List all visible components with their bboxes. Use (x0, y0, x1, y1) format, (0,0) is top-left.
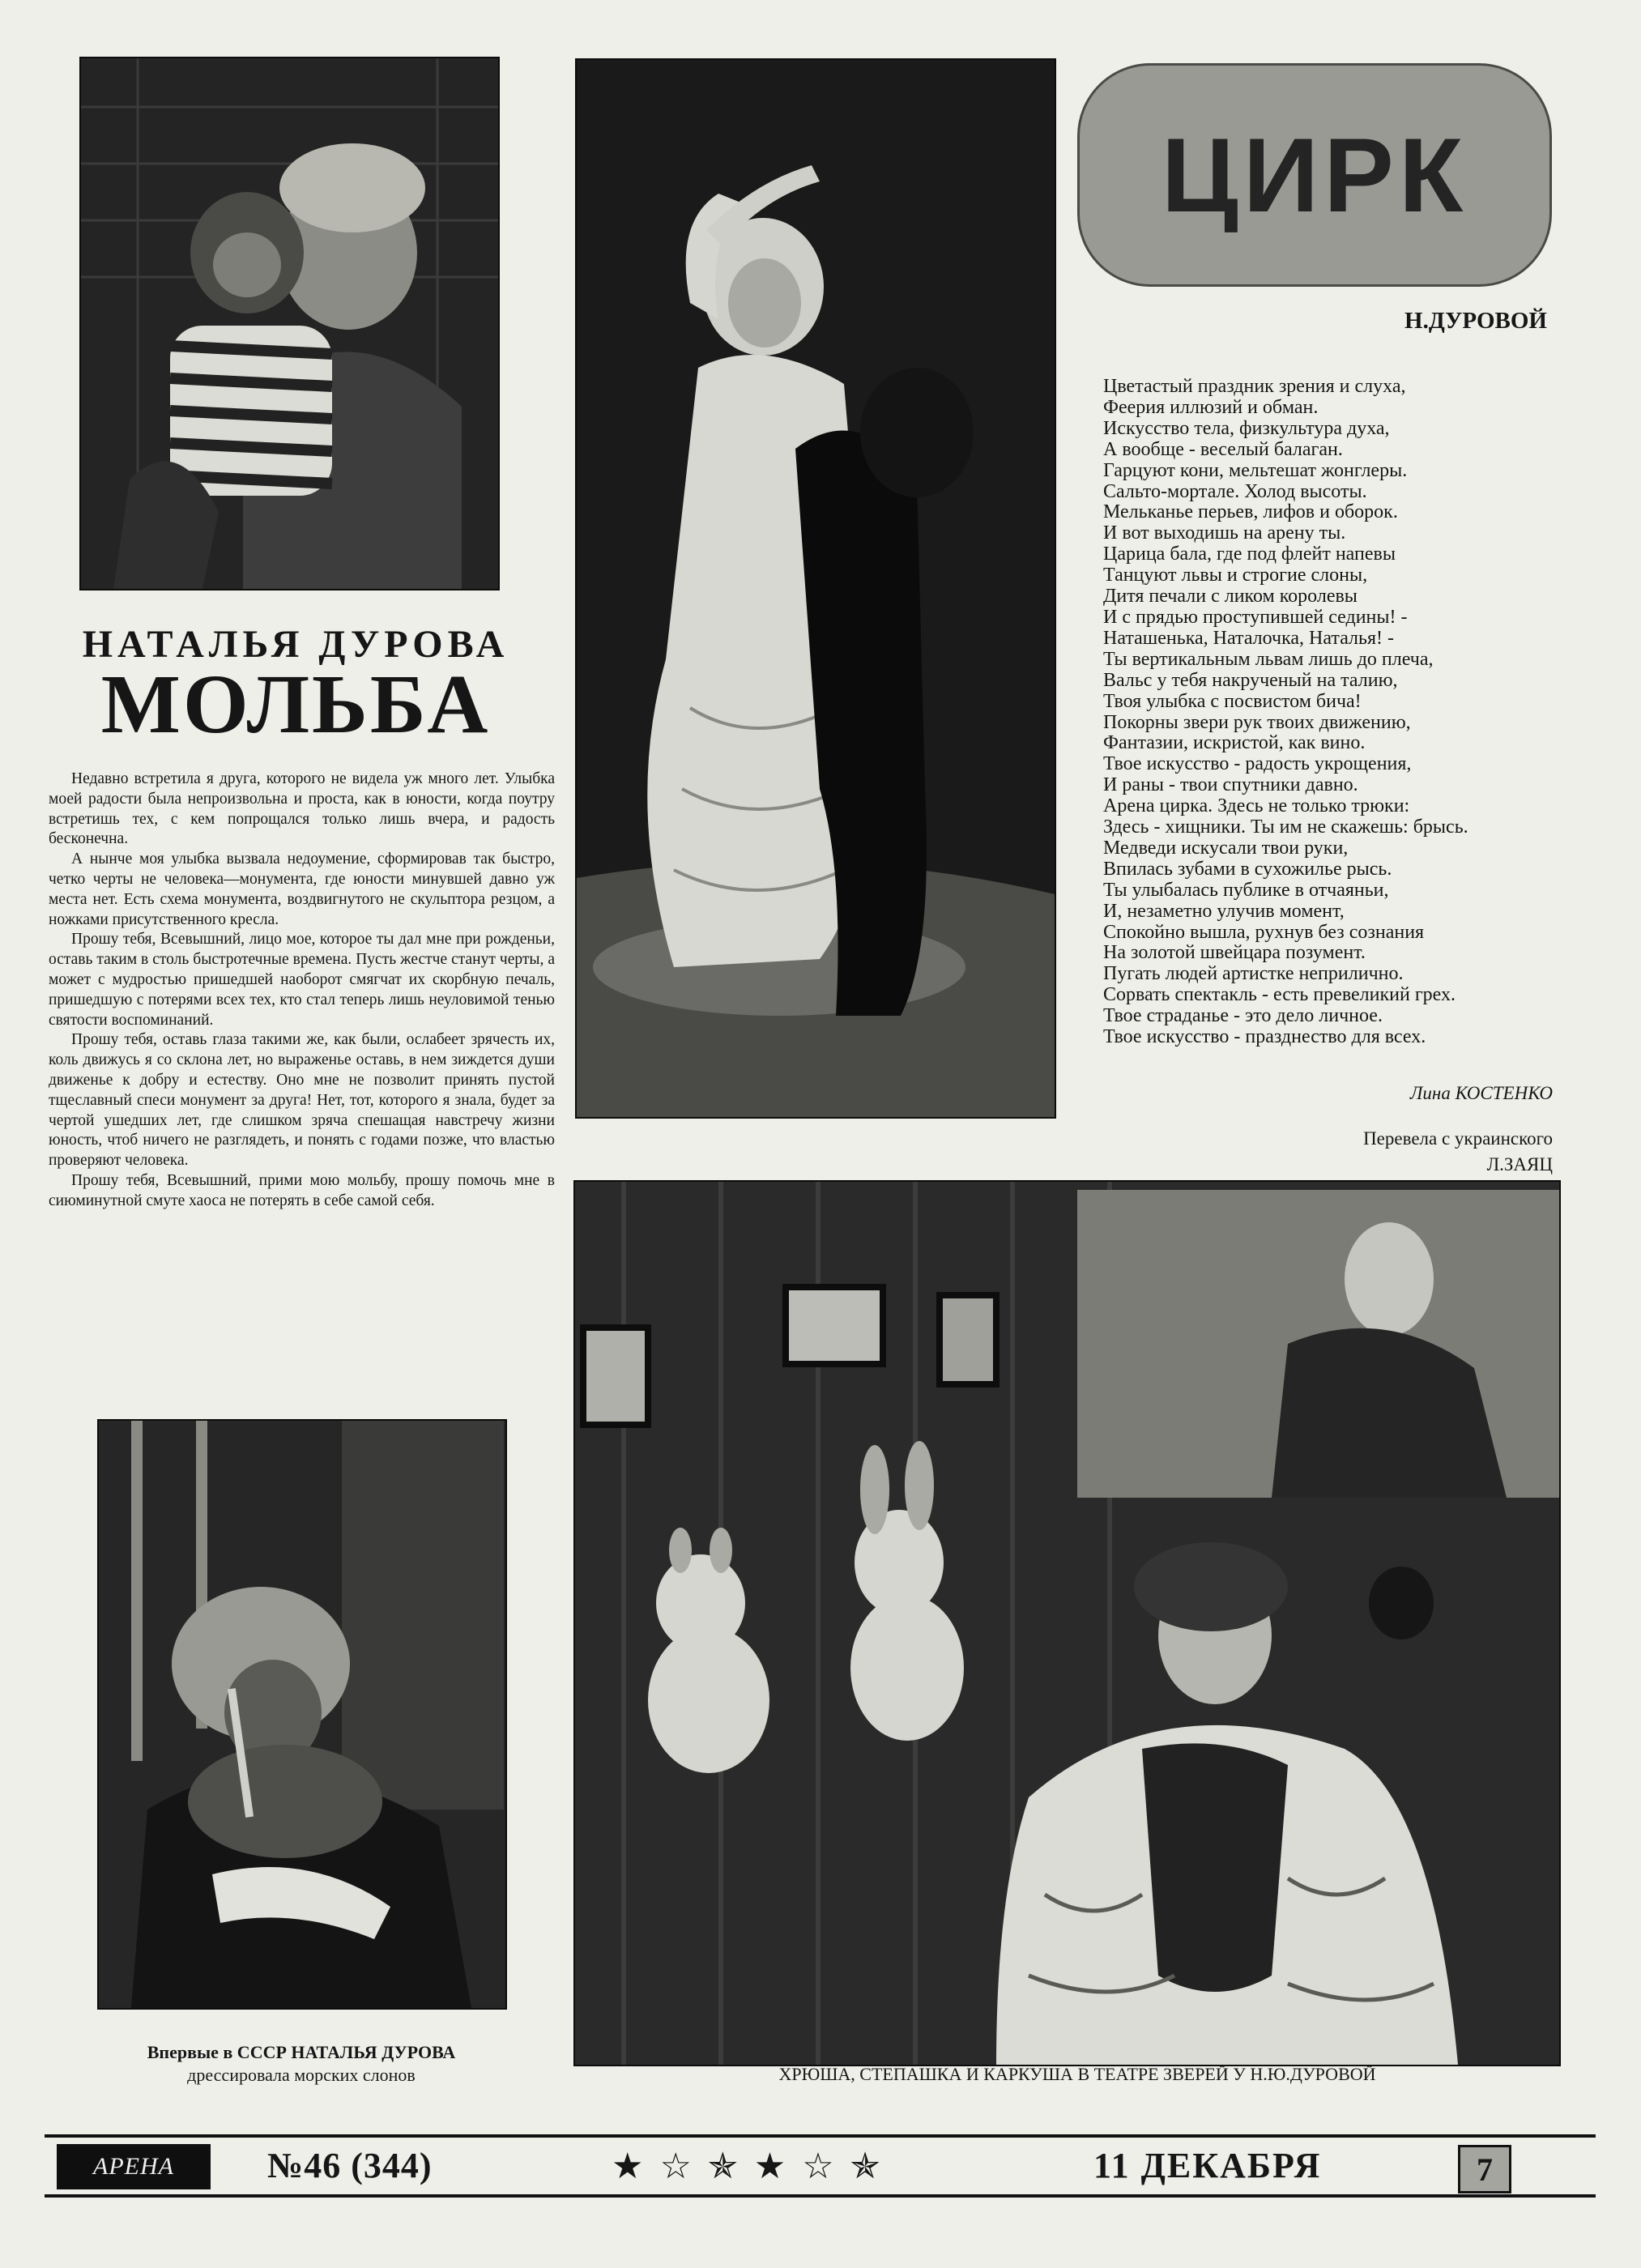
issue-number: №46 (344) (267, 2146, 433, 2185)
issue-date: 11 ДЕКАБРЯ (1093, 2146, 1322, 2185)
poem-translator (1264, 1126, 1553, 1178)
poem-line: Медведи искусали твои руки, (1103, 837, 1349, 859)
poem-dedication: Н.ДУРОВОЙ (1404, 308, 1547, 334)
poem-line: Здесь - хищники. Ты им не скажешь: брысь. (1103, 816, 1468, 838)
caption-puppet-theater-photo: ХРЮША, СТЕПАШКА И КАРКУША В ТЕАТРЕ ЗВЕРЕЙ У Н.Ю.ДУРОВОЙ (778, 2064, 1376, 2084)
translator-note: Перевела с украинского (1363, 1128, 1553, 1149)
poem-line: Гарцуют кони, мельтешат жонглеры. (1103, 459, 1408, 481)
poem-line: Ты улыбалась публике в отчаяньи, (1103, 879, 1389, 901)
poem-line: Мельканье перьев, лифов и оборок. (1103, 501, 1398, 523)
poem-line: И раны - твои спутники давно. (1103, 774, 1358, 796)
poem-line: Наташенька, Наталочка, Наталья! - (1103, 627, 1395, 649)
poem-line: Арена цирка. Здесь не только трюки: (1103, 795, 1410, 817)
poem-line: Царица бала, где под флейт напевы (1103, 544, 1396, 565)
poem-line: Спокойно вышла, рухнув без сознания (1103, 921, 1425, 943)
poem-line: Сорвать спектакль - есть превеликий грех. (1103, 984, 1456, 1006)
poem-line: Ты вертикальным львам лишь до плеча, (1103, 648, 1434, 670)
photo-dance-in-ring (575, 58, 1056, 1119)
decorative-stars: ★☆✯★☆✯ (612, 2146, 897, 2186)
poem-line: Феерия иллюзий и обман. (1103, 396, 1319, 418)
poem-author: Лина КОСТЕНКО (1409, 1083, 1553, 1103)
poem-line: Твое искусство - радость укрощения, (1103, 753, 1412, 775)
poem-line: И, незаметно улучив момент, (1103, 900, 1345, 922)
poem-line: Фантазии, искристой, как вино. (1103, 732, 1366, 754)
poem-line: Твоя улыбка с посвистом бича! (1103, 690, 1362, 712)
poem-line: И с прядью проступившей седины! - (1103, 606, 1408, 628)
photo-with-sea-lion (97, 1419, 507, 2010)
article-body (49, 770, 555, 1212)
poem-line: А вообще - веселый балаган. (1103, 438, 1343, 460)
poem-line: Вальс у тебя накрученый на талию, (1103, 669, 1398, 691)
poem-line: И вот выходишь на арену ты. (1103, 522, 1346, 544)
caption-line: дрессировала морских слонов (187, 2065, 416, 2085)
poem-line: Твое искусство - празднество для всех. (1103, 1026, 1426, 1048)
newspaper-logo: АРЕНА (57, 2144, 211, 2189)
caption-line: Впервые в СССР НАТАЛЬЯ ДУРОВА (147, 2042, 456, 2062)
article-paragraph: А нынче моя улыбка вызвала недоумение, сформировав так быстро, четко черты не человека—монумента, где юности минувшей давно уж места нет. Есть схема монумента, воздвигнутого не скульптора резцом, а ножками присутственного кресла. (49, 850, 555, 928)
article-paragraph: Недавно встретила я друга, которого не видела уж много лет. Улыбка моей радости была непроизвольна и проста, как в юности, когда поутру встретишь тех, с кем попрощался только лишь вчера, и радость бесконечна. (49, 770, 555, 848)
poem-line: Дитя печали с ликом королевы (1103, 586, 1358, 608)
article-paragraph: Прошу тебя, Всевышний, прими мою мольбу, прошу помочь мне в сиюминутной смуте хаоса не потерять в себе самой себя. (49, 1171, 555, 1209)
article-paragraph: Прошу тебя, оставь глаза такими же, как были, ослабеет зрячесть их, коль движусь я со склона лет, но выраженье оставь, в нем зиждется души движенье к добру и естеству. Оно мне не позволит принять пустой тщеславный спеси монумент за друга! Нет, тот, которого я знала, будет за чертой ушедших лет, где слишком зряча спешащая навстречу жизни юность, чтоб ничего не разглядеть, и понять с годами позже, что властью проверяют человека. (49, 1031, 555, 1170)
poem-line: Танцуют львы и строгие слоны, (1103, 565, 1368, 586)
translator-name: Л.ЗАЯЦ (1486, 1154, 1553, 1174)
circus-badge-text: ЦИРК (1161, 116, 1468, 234)
poem-line: На золотой швейцара позумент. (1103, 942, 1366, 964)
poem-line: Твое страданье - это дело личное. (1103, 1005, 1383, 1027)
poem-body (1103, 377, 1565, 1048)
photo-woman-with-chimpanzee (79, 57, 500, 590)
article-paragraph: Прошу тебя, Всевышний, лицо мое, которое ты дал мне при рожденьи, оставь таким в столь быстротечные времена. Пусть жестче станут черты, а может с мудростью пришедшей наоборот смягчат их скорбную печаль, пришедшую с потерями всех тех, кто стал теперь лишь неуловимой тенью святости воспоминаний. (49, 931, 555, 1029)
poem-line: Впилась зубами в сухожилье рысь. (1103, 858, 1392, 880)
poem-line: Искусство тела, физкультура духа, (1103, 417, 1390, 439)
photo-puppet-theater (573, 1180, 1561, 2066)
poem-line: Покорны звери рук твоих движению, (1103, 711, 1411, 733)
poem-line: Пугать людей артистке неприлично. (1103, 963, 1404, 985)
article-author: НАТАЛЬЯ ДУРОВА (82, 623, 509, 666)
circus-section-badge (1077, 63, 1552, 287)
poem-line: Цветастый праздник зрения и слуха, (1103, 376, 1406, 397)
article-title: МОЛЬБА (100, 658, 491, 751)
poem-line: Сальто-мортале. Холод высоты. (1103, 480, 1367, 502)
caption-sea-lion-photo (91, 2041, 512, 2087)
page-number: 7 (1458, 2145, 1511, 2193)
